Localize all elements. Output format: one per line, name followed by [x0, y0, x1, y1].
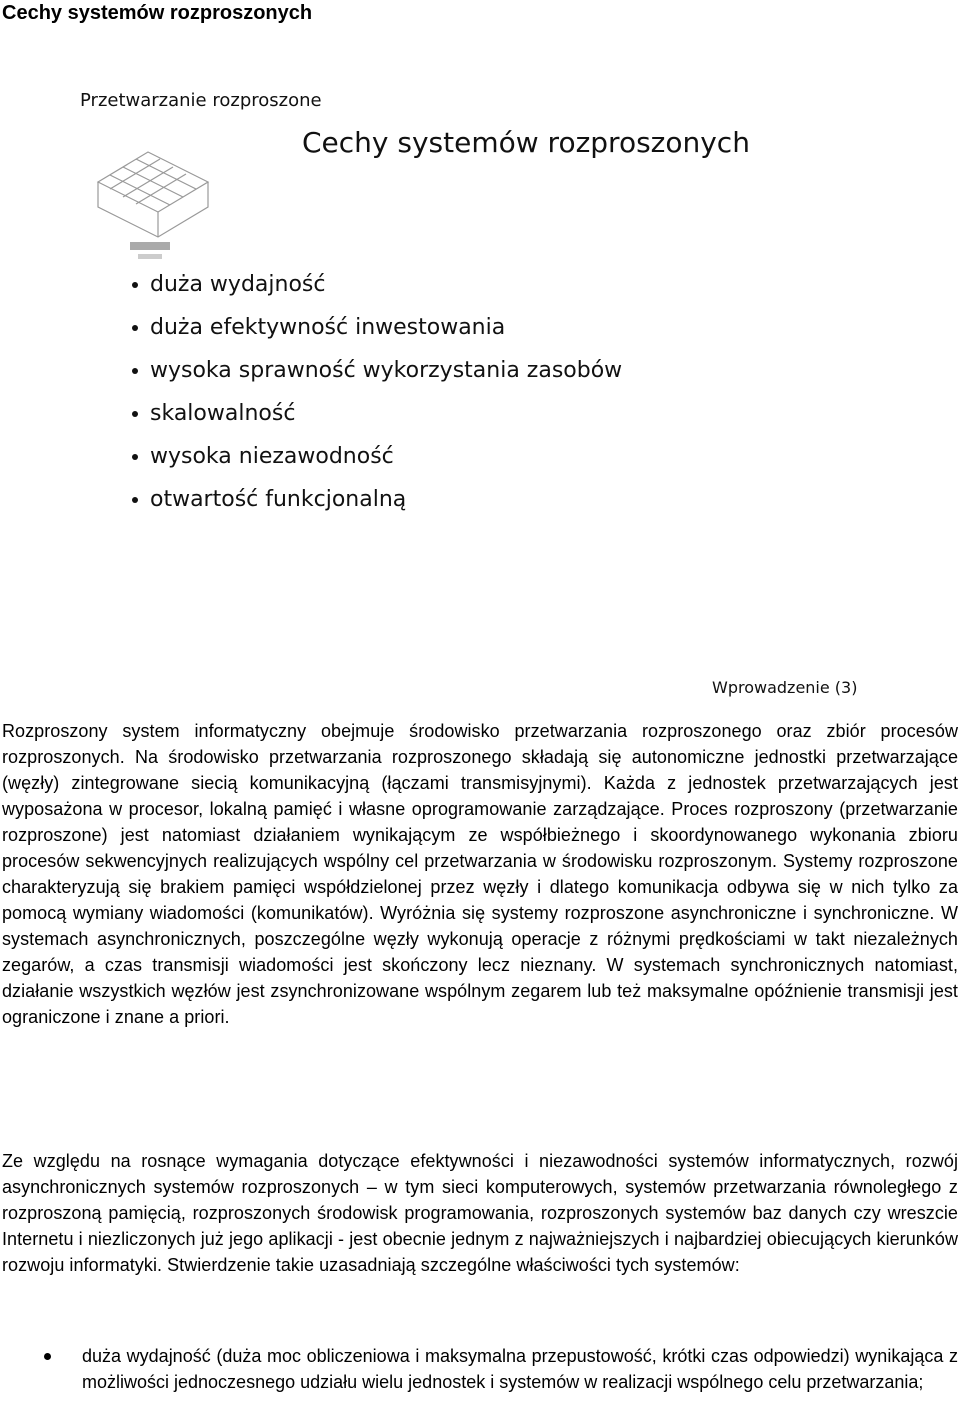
grid-logo-icon	[88, 112, 218, 292]
slide-bullet: wysoka sprawność wykorzystania zasobów	[132, 356, 622, 399]
list-item: duża wydajność (duża moc obliczeniowa i maksymalna przepustowość, krótki czas odpowiedzi) wynikająca z możliwości jednoczesnego udziału wielu jednostek i systemów w realizacji wspólnego celu przetwarzania;	[2, 1343, 958, 1395]
slide-bullet: duża wydajność	[132, 270, 622, 313]
slide-bullet: otwartość funkcjonalną	[132, 485, 622, 528]
paragraph-intro: Rozproszony system informatyczny obejmuje środowisko przetwarzania rozproszonego oraz zbiór procesów rozproszonych. Na środowisko przetwarzania rozproszonego składają się autonomiczne jednostki przetwarzające (węzły) zintegrowane siecią komunikacyjną (łączami transmisyjnymi). Każda z jednostek przetwarzających jest wyposażona w procesor, lokalną pamięć i własne oprogramowanie zarządzające. Proces rozproszony (przetwarzanie rozproszone) jest natomiast działaniem wynikającym ze współbieżnego i skoordynowanego wykonania zbioru procesów sekwencyjnych realizujących wspólny cel przetwarzania w środowisku rozproszonym. Systemy rozproszone charakteryzują się brakiem pamięci współdzielonej przez węzły i dlatego komunikacja odbywa się w nich tylko za pomocą wymiany wiadomości (komunikatów). Wyróżnia się systemy rozproszone asynchroniczne i synchroniczne. W systemach asynchronicznych, poszczególne węzły wykonują operacje z różnymi prędkościami w takt niezależnych zegarów, a czas transmisji wiadomości jest skończony lecz nieznany. W systemach synchronicznych natomiast, działanie wszystkich węzłów jest zsynchronizowane wspólnym zegarem lub też maksymalne opóźnienie transmisji jest ograniczone i znane a priori.	[2, 721, 958, 1027]
slide-bullet-list	[132, 270, 622, 528]
paragraph-development: Ze względu na rosnące wymagania dotyczące efektywności i niezawodności systemów informatycznych, rozwój asynchronicznych systemów rozproszonych – w tym sieci komputerowych, systemów przetwarzania równoległego z rozproszoną pamięcią, rozproszonych środowisk programowania, rozproszonych systemów baz danych czy wreszcie Internetu i niezliczonych już jego aplikacji - jest obecnie jednym z najważniejszych i najbardziej obiecujących kierunków rozwoju informatyki. Stwierdzenie takie uzasadniają szczególne właściwości tych systemów:	[2, 1151, 958, 1275]
properties-list	[2, 1343, 958, 1395]
slide-bullet: duża efektywność inwestowania	[132, 313, 622, 356]
bullet-icon	[44, 1353, 51, 1360]
slide-title: Cechy systemów rozproszonych	[302, 126, 750, 159]
slide-footer: Wprowadzenie (3)	[712, 678, 858, 697]
slide-bullet: wysoka niezawodność	[132, 442, 622, 485]
slide-header: Przetwarzanie rozproszone	[80, 90, 322, 111]
slide-image	[60, 70, 910, 720]
slide-bullet: skalowalność	[132, 399, 622, 442]
page-title: Cechy systemów rozproszonych	[2, 2, 313, 24]
